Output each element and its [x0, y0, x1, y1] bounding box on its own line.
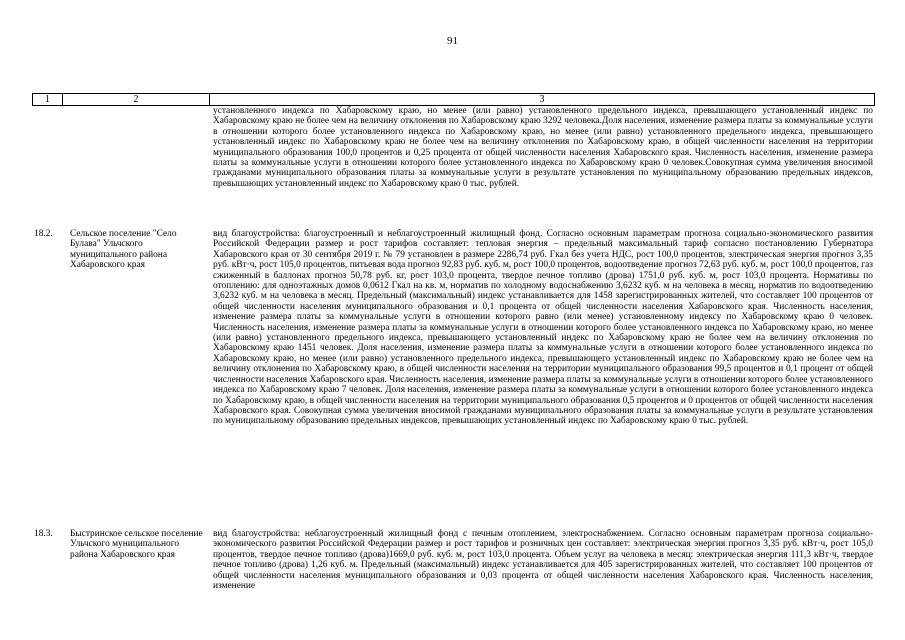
table-row	[32, 229, 875, 519]
row-municipality: Быстринское сельское поселение Ульчского муниципального района Хабаровского края	[70, 529, 203, 560]
row-municipality	[62, 106, 209, 222]
header-col-3: 3	[539, 94, 545, 105]
table-body	[32, 106, 875, 629]
row-number: 18.3.	[34, 529, 53, 539]
table-row	[32, 106, 875, 222]
row-number: 18.2.	[34, 229, 53, 239]
table-row	[32, 529, 875, 629]
row-description: вид благоустройства: благоустроенный и неблагоустроенный жилищный фонд. Согласно основным параметрам прогноза социально-экономического развития Российской Федерации размер и рост тарифов составляет: тепловая энергия – предельный максимальный тариф согласно постановлению Губернатора Хабаровского края от 30 сентября 2019 г. № 79 установлен в размере 2286,74 руб. Гкал без учета НДС, рост 100,0 процентов, электрическая энергия прогноз 3,35 руб. кВт·ч, рост 105,0 процентов, питьевая вода прогноз 92,83 руб. куб. м, рост 100,0 процентов, водоотведение прогноз 72,63 руб. куб. м, рост 100,0 процентов, газ сжиженный в баллонах прогноз 50,78 руб. кг, рост 103,0 процента, твердое печное топливо (дрова) 1751,0 руб. куб. м, рост 103,0 процента. Нормативы по отоплению: для одноэтажных домов 0,0612 Гкал на кв. м, норматив по холодному водоснабжению 3,6232 куб. м на человека в месяц, норматив по водоотведению 3,6232 куб. м на человека в месяц. Предельный (максимальный) индекс устанавливается для 1458 зарегистрированных жителей, что составляет 100 процентов от общей численности населения муниципального образования и 0,1 процента от общей численности населения Хабаровского края. Численность населения, изменение размера платы за коммунальные услуги в отношении которого равно (или менее) установленному индексу по Хабаровскому краю 0 человек. Численность населения, изменение размера платы за коммунальные услуги в отношении которого более установленного индекса по Хабаровскому краю, но менее (или равно) установленного предельного индекса, превышающего установленный индекс по Хабаровскому краю не более чем на величину отклонения по Хабаровскому краю 1451 человек. Доля населения, изменение размера платы за коммунальные услуги в отношении которого более установленного индекса по Хабаровскому краю, но менее (или равно) установленного предельного индекса, превышающего установленный индекс по Хабаровскому краю не более чем на величину отклонения по Хабаровскому краю, в общей численности населения на территории муниципального образования 99,5 процентов и 0,1 процент от общей численности населения Хабаровского края. Численность населения, изменение размера платы за коммунальные услуги в отношении которого более установленного индекса по Хабаровскому краю 7 человек. Доля населения, изменение размера платы за коммунальные услуги в отношении которого более установленного индекса по Хабаровскому краю, в общей численности населения на территории муниципального образования 0,5 процентов и 0 процентов от общей численности населения Хабаровского края. Совокупная сумма увеличения вносимой гражданами муниципального образования платы за коммунальные услуги в результате установления по муниципальному образованию предельных индексов, превышающих установленный индекс по Хабаровскому краю 0 тыс. рублей.	[213, 229, 873, 427]
header-col-2: 2	[63, 94, 210, 105]
row-description: установленного индекса по Хабаровскому краю, но менее (или равно) установленного предельного индекса, превышающего установленный индекс по Хабаровскому краю не более чем на величину отклонения по Хабаровскому краю 3292 человека.Доля населения, изменение размера платы за коммунальные услуги в отношении которого более установленного индекса по Хабаровскому краю, но менее (или равно) установленного предельного индекса, превышающего установленный индекс по Хабаровскому краю не более чем на величину отклонения по Хабаровскому краю, в общей численности населения на территории муниципального образования 100,0 процентов и 0,25 процента от общей численности населения Хабаровского края. Численность населения, изменение размера платы за коммунальные услуги в отношении которого более установленного индекса по Хабаровскому краю 0 человек.Совокупная сумма увеличения вносимой гражданами муниципального образования платы за коммунальные услуги в результате установления по муниципальному образованию предельных индексов, превышающих установленный индекс по Хабаровскому краю 0 тыс. рублей.	[213, 106, 873, 189]
header-col-1: 1	[33, 94, 63, 105]
row-description: вид благоустройства: неблагоустроенный жилищный фонд с печным отоплением, электроснабжением. Согласно основным параметрам прогноза социально-экономического развития Российской Федерации размер и рост тарифов и розничных цен составляет: электрическая энергия прогноз 3,35 руб. кВт·ч, рост 105,0 процентов, твердое печное топливо (дрова)1669,0 руб. куб. м, рост 103,0 процента. Объем услуг на человека в месяц: электрическая энергия 111,3 кВт·ч, твердое печное топливо (дрова) 1,26 куб. м. Предельный (максимальный) индекс устанавливается для 405 зарегистрированных жителей, что составляет 100 процентов от общей численности населения муниципального образования и 0,03 процента от общей численности населения Хабаровского края. Численность населения, изменение	[213, 529, 873, 592]
row-number	[32, 106, 62, 222]
table-header	[32, 93, 875, 106]
page-number: 91	[447, 35, 458, 47]
row-municipality: Сельское поселение "Село Булава" Ульчского муниципального района Хабаровского края	[70, 229, 177, 271]
